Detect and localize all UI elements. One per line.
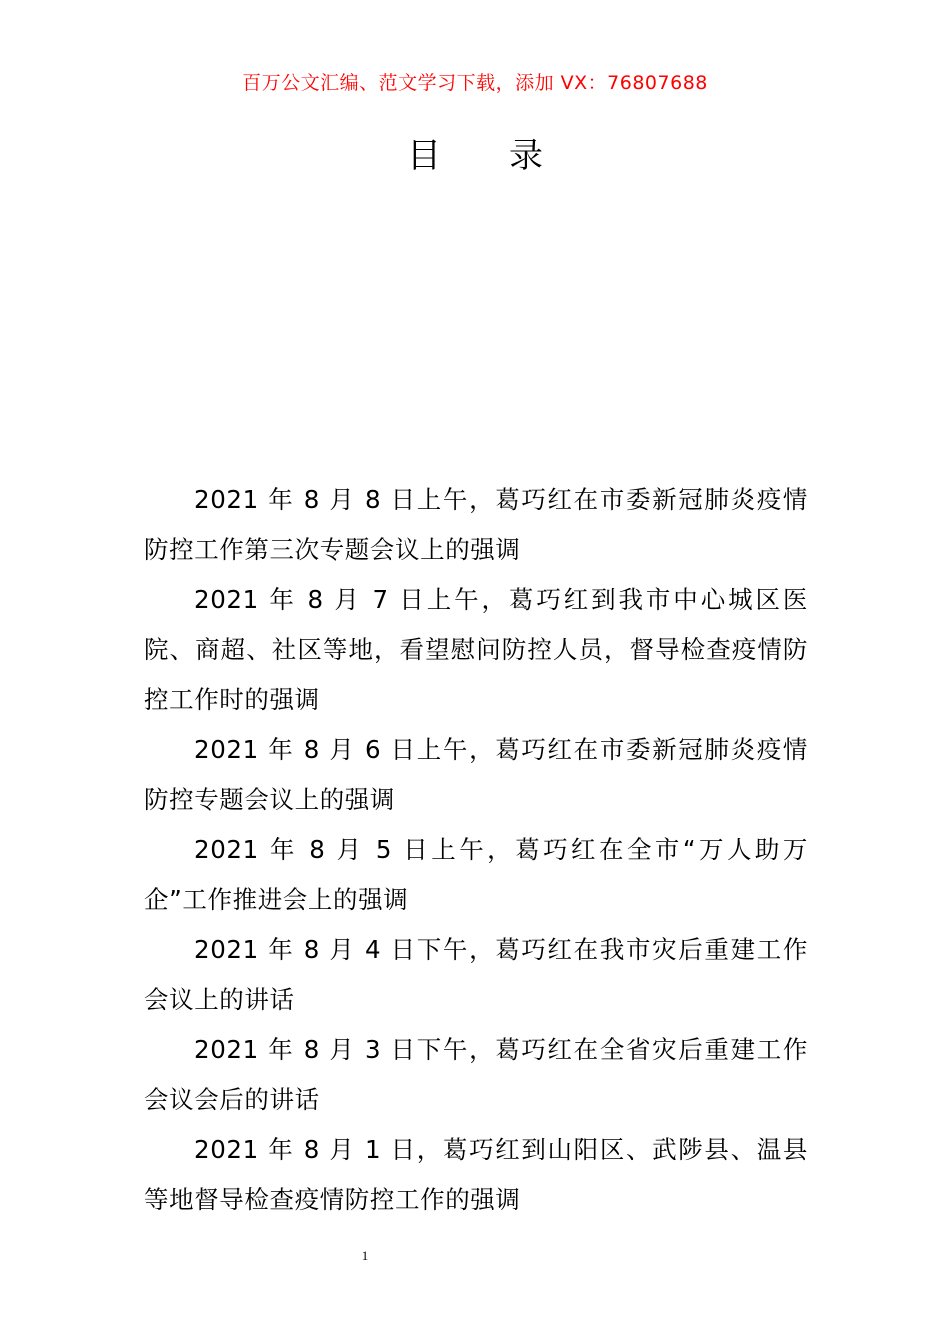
toc-entry[interactable]: 2021 年 8 月 7 日上午，葛巧红到我市中心城区医院、商超、社区等地，看望慰问防控人员，督导检查疫情防控工作时的强调 [144, 585, 808, 714]
toc-entry[interactable]: 2021 年 8 月 3 日下午，葛巧红在全省灾后重建工作会议会后的讲话 [144, 1035, 808, 1114]
toc-entry[interactable]: 2021 年 8 月 1 日，葛巧红到山阳区、武陟县、温县等地督导检查疫情防控工作的强调 [144, 1135, 808, 1214]
toc-entry[interactable]: 2021 年 8 月 4 日下午，葛巧红在我市灾后重建工作会议上的讲话 [144, 935, 808, 1014]
header-promo-note: 百万公文汇编、范文学习下载，添加 VX：76807688 [242, 72, 708, 94]
toc-entry[interactable]: 2021 年 8 月 8 日上午，葛巧红在市委新冠肺炎疫情防控工作第三次专题会议上的强调 [144, 485, 808, 564]
table-of-contents [144, 475, 808, 1225]
page-title: 目录 [407, 136, 611, 176]
toc-entry[interactable]: 2021 年 8 月 6 日上午，葛巧红在市委新冠肺炎疫情防控专题会议上的强调 [144, 735, 808, 814]
page-number: 1 [361, 1248, 369, 1263]
toc-entry[interactable]: 2021 年 8 月 5 日上午，葛巧红在全市“万人助万企”工作推进会上的强调 [144, 835, 808, 914]
